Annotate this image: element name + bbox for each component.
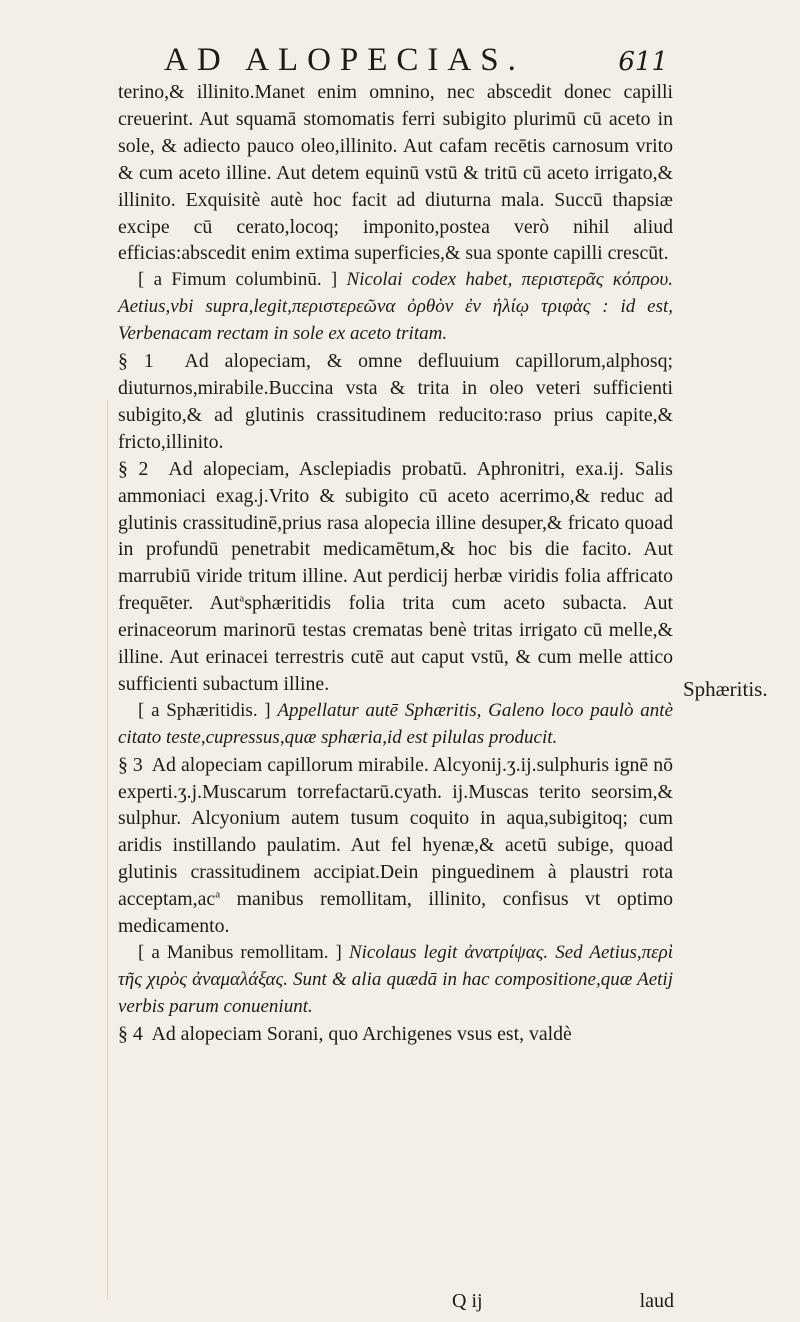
note-1-body: Nicolai codex habet, περιστερᾶς κόπρου. Aetius,vbi supra,legit,περιστερεῶνα ὀρθὸν ἐν ἡλίῳ τριφὰς : id est, Verbenacam rectam in sole ex aceto tritam.: [118, 269, 674, 345]
note-1-label: [ a Fimum columbinū. ]: [138, 269, 338, 291]
section-2-text-b: sphæritidis folia trita cum aceto subacta. Aut erinaceorum marinorū testas crematas benè tritas irrigato cū melle,& illine. Aut erinacei terrestris cutē aut caput vstū, & cum melle attico sufficienti subactum illine.: [118, 592, 674, 695]
section-2: [118, 456, 673, 698]
section-3: [118, 752, 673, 940]
signature-mark: Q ij: [452, 1290, 483, 1312]
note-3-label: [ a Manibus remollitam. ]: [138, 942, 342, 963]
section-2-mark: § 2: [118, 457, 149, 480]
running-head: [108, 42, 668, 79]
paragraph-1: terino,& illinito.Manet enim omnino, nec abscedit donec capilli creuerint. Aut squamā stomomatis ferri subigito plurimū cū aceto in sole, & adiecto pauco oleo,illinito. Aut cafam recētis carnosum vrito & cum aceto illine. Aut detem equinū vstū & tritū cū aceto irrigato,& illinito. Exquisitè autè hoc facit ad diuturna mala. Succū thapsiæ excipe cū cerato,locoq; imponito,postea verò nihil aliud efficias:abscedit enim extima superficies,& sua sponte capilli crescūt.: [118, 81, 673, 265]
section-4-text: Ad alopeciam Sorani, quo Archigenes vsus est, valdè: [151, 1022, 572, 1045]
main-text: [118, 79, 673, 1048]
note-1: [118, 267, 673, 348]
page-number: 611: [618, 47, 668, 77]
note-2-body: Appellatur autē Sphæritis, Galeno loco paulò antè citato teste,cupressus,quæ sphæria,id est pilulas producit.: [118, 699, 673, 748]
section-1-text: Ad alopeciam, & omne defluuium capillorum,alphosq; diuturnos,mirabile.Buccina vsta & trita in oleo veteri sufficienti subigito,& ad glutinis crassitudinem reducito:raso prius capite,& fricto,illinito.: [118, 350, 673, 453]
section-1: [118, 348, 673, 456]
note-3-body: Nicolaus legit ἀνατρίψας. Sed Aetius,περὶ τῆς χιρὸς ἀναμαλάξας. Sunt & alia quædā in hac compositione,quæ Aetij verbis parum conueniunt.: [118, 942, 673, 1017]
catchline: [452, 1290, 674, 1313]
section-3-text-b: manibus remollitam, illinito, confisus vt optimo medicamento.: [118, 888, 673, 938]
section-4-mark: § 4: [118, 1022, 143, 1045]
margin-note: Sphæritis.: [683, 677, 768, 701]
note-3: [118, 940, 673, 1021]
section-2-text-a: Ad alopeciam, Asclepiadis probatū. Aphronitri, exa.ij. Salis ammoniaci exag.j.Vrito & subigito cū aceto acerrimo,& reduc ad glutinis crassitudinē,prius rasa alopecia illine desuper,& fricato quoad in profundū penetrabit medicamētum,& hoc bis die facito. Aut marrubiū viride tritum illine. Aut perdicij herbæ viridis folia affricato frequēter. Aut: [118, 457, 673, 615]
section-1-mark: § 1: [118, 350, 154, 373]
note-2: [118, 698, 673, 752]
footnote-marker-a-2: a: [215, 888, 221, 901]
note-2-label: [ a Sphæritidis. ]: [138, 699, 271, 721]
page-fold-shadow: [107, 400, 108, 1300]
catchword: laud: [639, 1290, 674, 1312]
running-title: AD ALOPECIAS.: [164, 42, 525, 78]
section-4: [118, 1021, 673, 1048]
section-3-text-a: Ad alopeciam capillorum mirabile. Alcyonij.ʒ.ij.sulphuris ignē nō experti.ʒ.j.Muscarum torrefactarū.cyath. ij.Muscas terito seorsim,& sulphur. Alcyonium autem tusum coquito in aqua,subigitoq; cum aridis instillando paulatim. Aut fel hyenæ,& acetū subige, quoad glutinis crassitudinem accipiat.Dein pinguedinem à plaustri rota acceptam,ac: [118, 753, 673, 911]
section-3-mark: § 3: [118, 753, 143, 776]
footnote-marker-a: a: [239, 592, 245, 605]
